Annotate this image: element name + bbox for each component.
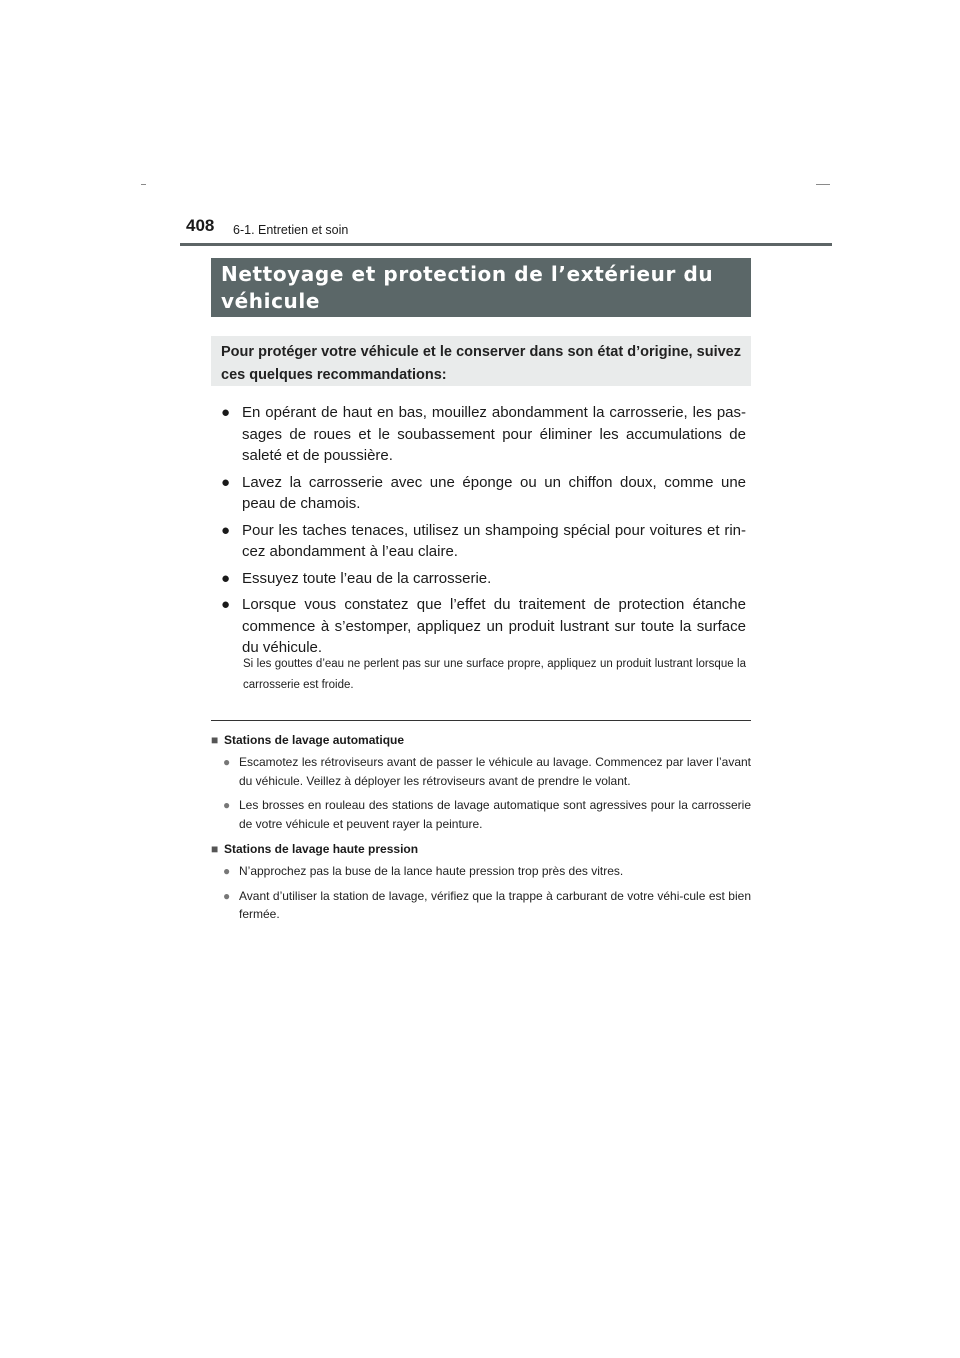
page-number: 408 <box>186 216 215 235</box>
info-item-text: Les brosses en rouleau des stations de lavage automatique sont agressives pour la carrosserie de votre véhicule et peuvent rayer la peinture. <box>239 798 751 831</box>
crop-mark-left <box>141 184 146 185</box>
list-item-text: Essuyez toute l’eau de la carrosserie. <box>242 569 492 587</box>
list-item <box>221 568 746 590</box>
bullet-icon: ● <box>223 888 231 903</box>
instruction-list <box>221 402 746 664</box>
crop-mark-right <box>816 184 830 185</box>
bullet-icon: ● <box>223 755 231 769</box>
info-heading-text: Stations de lavage automatique <box>224 733 405 747</box>
section-label: 6-1. Entretien et soin <box>233 223 349 237</box>
list-item-text: En opérant de haut en bas, mouillez abondamment la carrosserie, les pas-sages de roues et le soubassement pour éliminer les accumulations de saleté et de poussière. <box>242 404 746 464</box>
intro-box: Pour protéger votre véhicule et le conserver dans son état d’origine, suivez ces quelques recommandations: <box>211 336 751 386</box>
bullet-icon: ● <box>223 864 231 878</box>
list-item-text: Pour les taches tenaces, utilisez un shampoing spécial pour voitures et rin-cez abondamment à l’eau claire. <box>242 521 746 560</box>
info-heading-automatic <box>211 730 751 750</box>
info-item-text: Avant d’utiliser la station de lavage, vérifiez que la trappe à carburant de votre véhi-cule est bien fermée. <box>239 888 751 921</box>
waxing-note: Si les gouttes d’eau ne perlent pas sur une surface propre, appliquez un produit lustrant lorsque la carrosserie est froide. <box>243 658 746 691</box>
info-item <box>211 862 751 881</box>
page-title: Nettoyage et protection de l’extérieur du véhicule <box>211 258 751 317</box>
header-rule <box>180 243 832 246</box>
info-item-text: N’approchez pas la buse de la lance haute pression trop près des vitres. <box>239 864 624 878</box>
bullet-icon: ● <box>221 596 231 613</box>
list-item-text: Lorsque vous constatez que l’effet du traitement de protection étanche commence à s’estomper, appliquez un produit lustrant sur toute la surface du véhicule. <box>242 596 746 656</box>
info-item <box>211 753 751 790</box>
square-bullet-icon: ■ <box>211 842 219 856</box>
bullet-icon: ● <box>221 473 231 491</box>
list-item-text: Lavez la carrosserie avec une éponge ou un chiffon doux, comme une peau de chamois. <box>242 473 746 512</box>
info-heading-high-pressure <box>211 839 751 859</box>
bullet-icon: ● <box>221 404 231 421</box>
info-sections <box>211 730 751 930</box>
square-bullet-icon: ■ <box>211 733 219 747</box>
info-item-text: Escamotez les rétroviseurs avant de passer le véhicule au lavage. Commencez par laver l’avant du véhicule. Veillez à déployer les rétroviseurs avant de prendre le volant. <box>239 755 751 788</box>
section-divider <box>211 720 751 721</box>
list-item <box>221 402 746 467</box>
info-item <box>211 887 751 924</box>
bullet-icon: ● <box>223 798 231 812</box>
bullet-icon: ● <box>221 569 231 587</box>
list-item <box>221 472 746 515</box>
list-item <box>221 594 746 659</box>
list-item <box>221 520 746 563</box>
info-item <box>211 796 751 833</box>
info-heading-text: Stations de lavage haute pression <box>224 842 419 856</box>
bullet-icon: ● <box>221 521 231 539</box>
